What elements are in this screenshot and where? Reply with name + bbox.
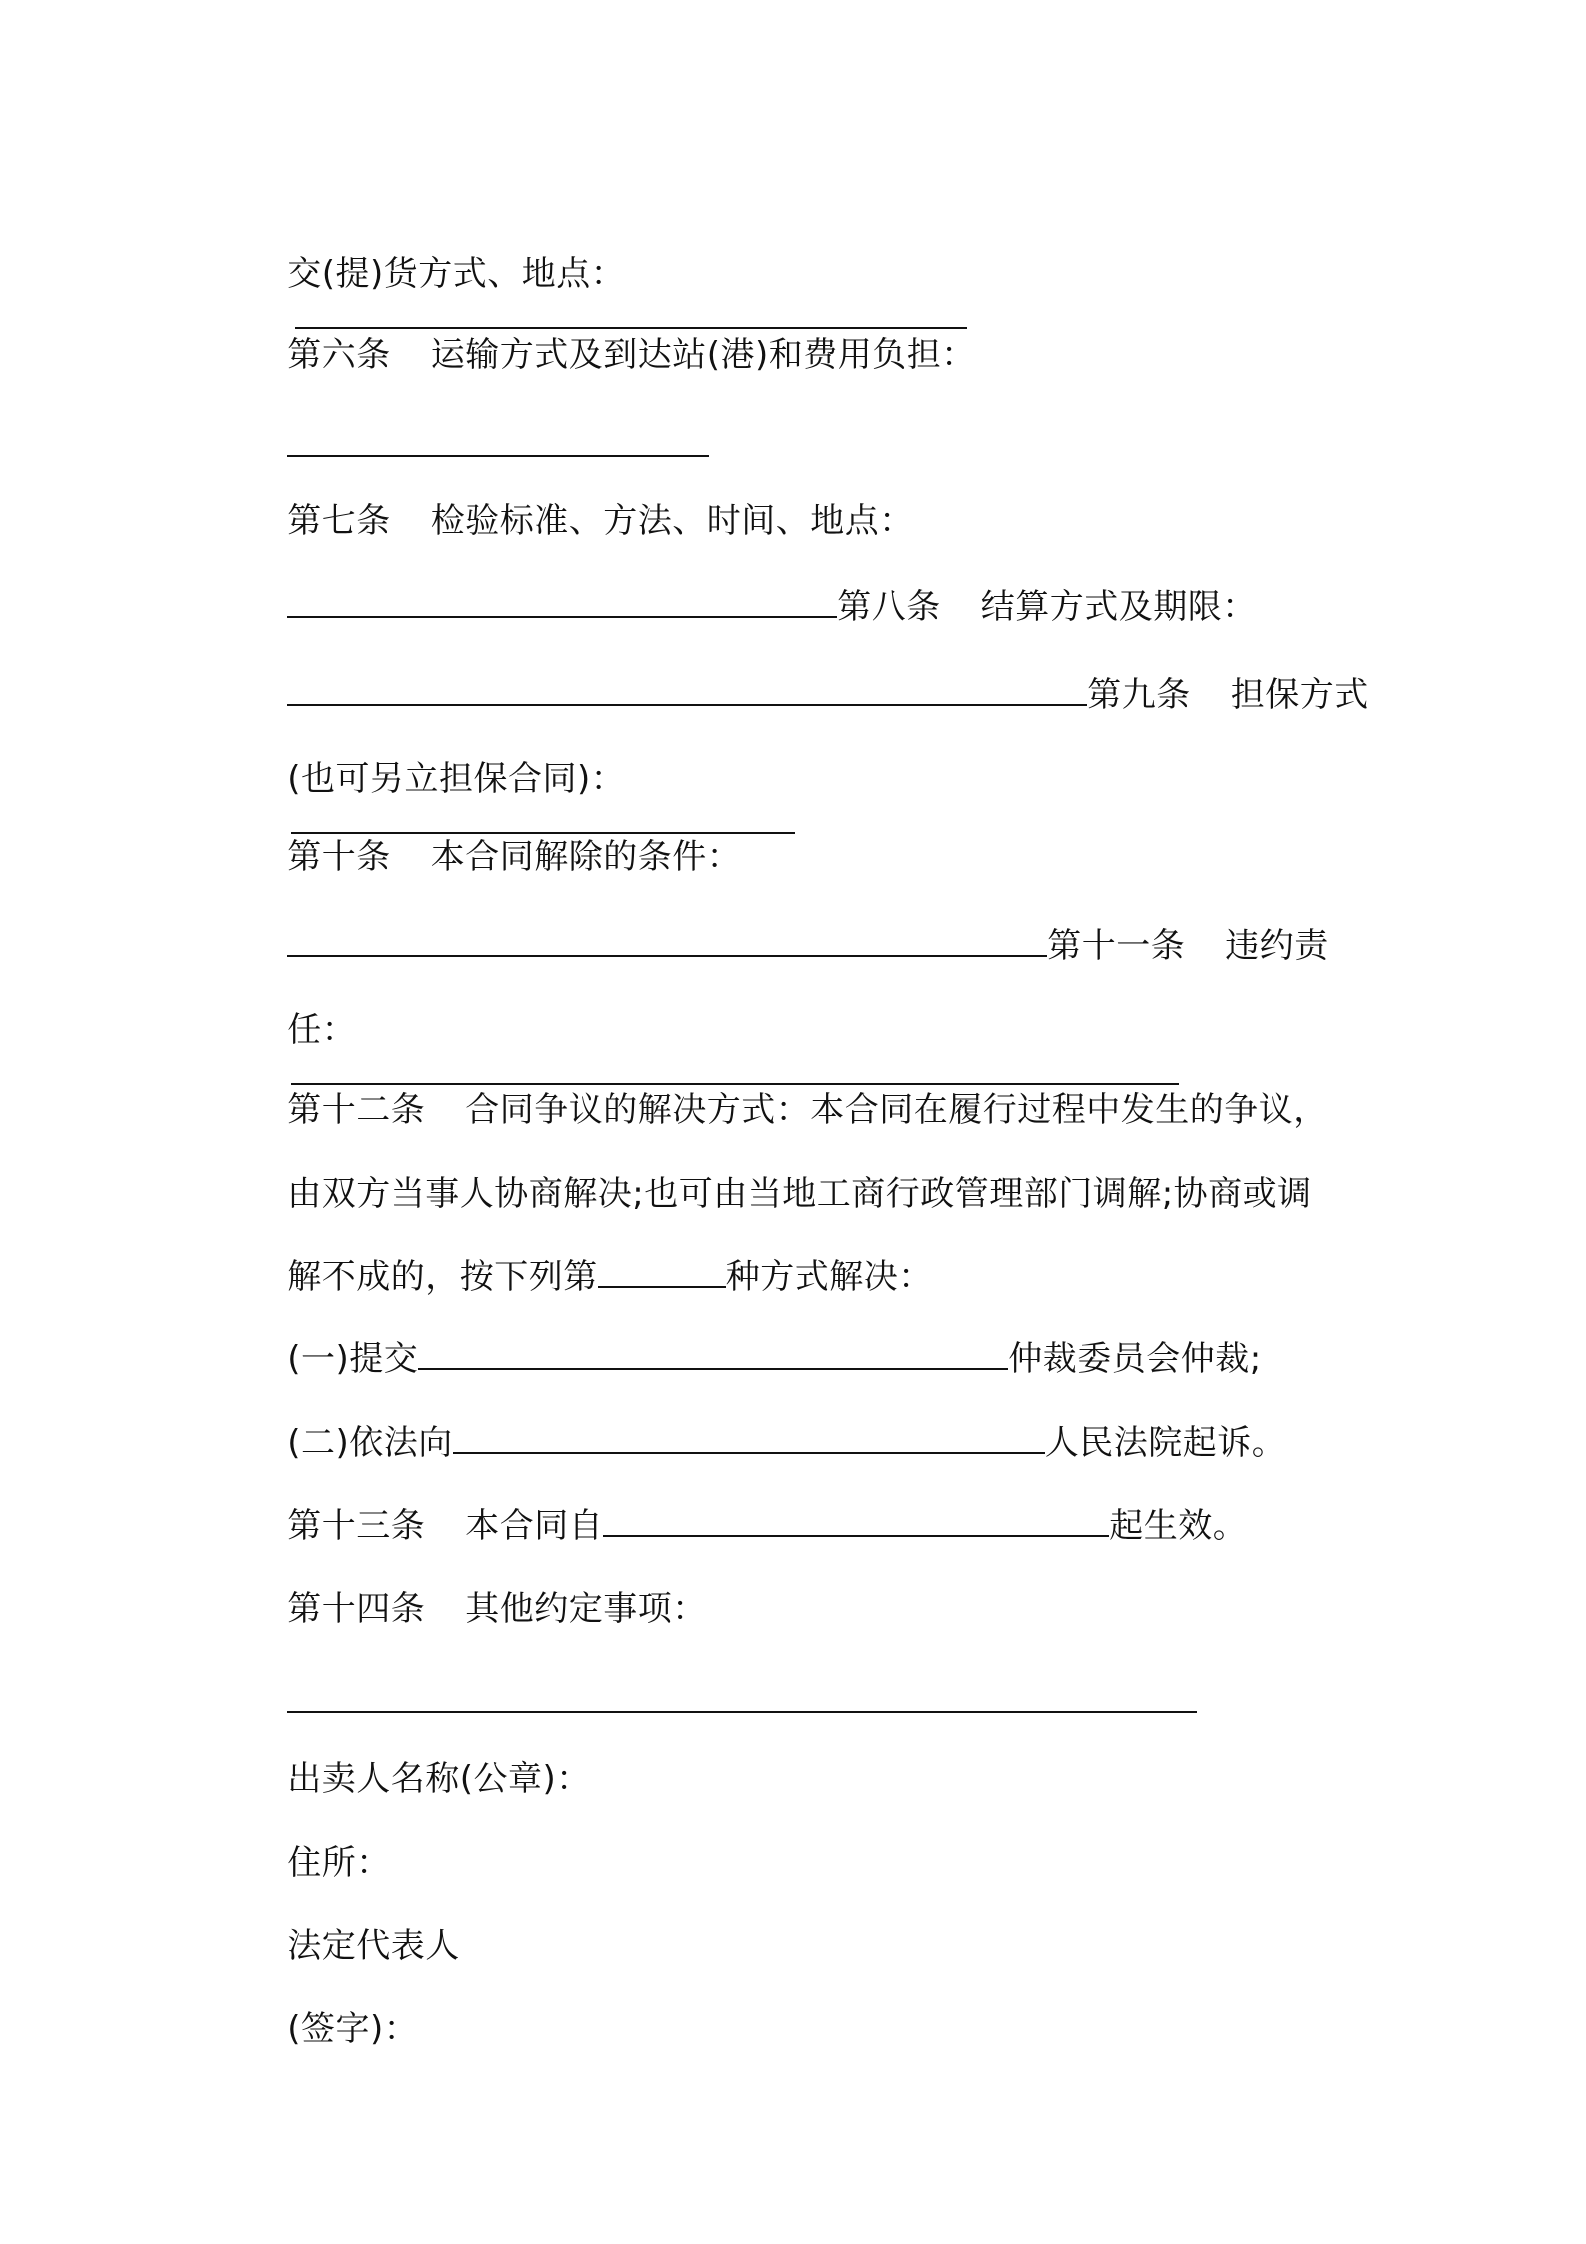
article-6-blank[interactable]: [287, 425, 709, 457]
arbitration-committee-blank[interactable]: [418, 1338, 1008, 1370]
seller-name-label: 出卖人名称(公章)：: [287, 1759, 591, 1799]
article-13-suffix: 起生效。: [1109, 1506, 1248, 1546]
article-7-text: 检验标准、方法、时间、地点：: [430, 501, 914, 541]
article-11-text: 违约责: [1225, 926, 1329, 966]
article-10-number: 第十条: [287, 837, 391, 877]
article-11-number: 第十一条: [1047, 926, 1186, 966]
article-12-text-3b: 种方式解决：: [725, 1257, 933, 1297]
article-12-choice-blank[interactable]: [598, 1256, 726, 1288]
article-8-blank[interactable]: [287, 674, 1087, 706]
article-10-text: 本合同解除的条件：: [430, 837, 742, 877]
legal-rep-label: 法定代表人: [287, 1926, 460, 1966]
article-10-blank[interactable]: [287, 925, 1047, 957]
article-9-note: (也可另立担保合同)：: [287, 759, 626, 799]
article-7-number: 第七条: [287, 501, 391, 541]
effective-date-blank[interactable]: [603, 1505, 1109, 1537]
signature-line: [242, 1963, 418, 2095]
article-8-number: 第八条: [837, 587, 941, 627]
article-13-number: 第十三条: [287, 1506, 426, 1546]
option-1-prefix: (一)提交: [287, 1339, 419, 1379]
article-12-text: 合同争议的解决方式：本合同在履行过程中发生的争议，: [465, 1090, 1328, 1130]
article-7-blank[interactable]: [287, 586, 837, 618]
option-2-suffix: 人民法院起诉。: [1044, 1423, 1287, 1463]
option-2-prefix: (二)依法向: [287, 1423, 453, 1463]
option-1-suffix: 仲裁委员会仲裁;: [1008, 1339, 1262, 1379]
article-11-text-cont: 任：: [287, 1010, 357, 1050]
article-12-text-2: 由双方当事人协商解决;也可由当地工商行政管理部门调解;协商或调: [287, 1174, 1312, 1214]
article-12-number: 第十二条: [287, 1090, 426, 1130]
signature-label: (签字)：: [287, 2009, 419, 2049]
article-9-text: 担保方式: [1230, 675, 1369, 715]
article-12-text-3a: 解不成的，按下列第: [287, 1257, 598, 1297]
article-6-text: 运输方式及到达站(港)和费用负担：: [430, 335, 976, 375]
article-13-prefix: 本合同自: [465, 1506, 604, 1546]
delivery-method-label: 交(提)货方式、地点：: [287, 254, 626, 294]
article-6-number: 第六条: [287, 335, 391, 375]
other-matters-blank[interactable]: [287, 1681, 1197, 1713]
address-label: 住所：: [287, 1843, 391, 1883]
article-14-number: 第十四条: [287, 1589, 426, 1629]
court-blank[interactable]: [453, 1422, 1045, 1454]
article-9-number: 第九条: [1087, 675, 1191, 715]
article-8-text: 结算方式及期限：: [980, 587, 1257, 627]
article-14-text: 其他约定事项：: [465, 1589, 707, 1629]
